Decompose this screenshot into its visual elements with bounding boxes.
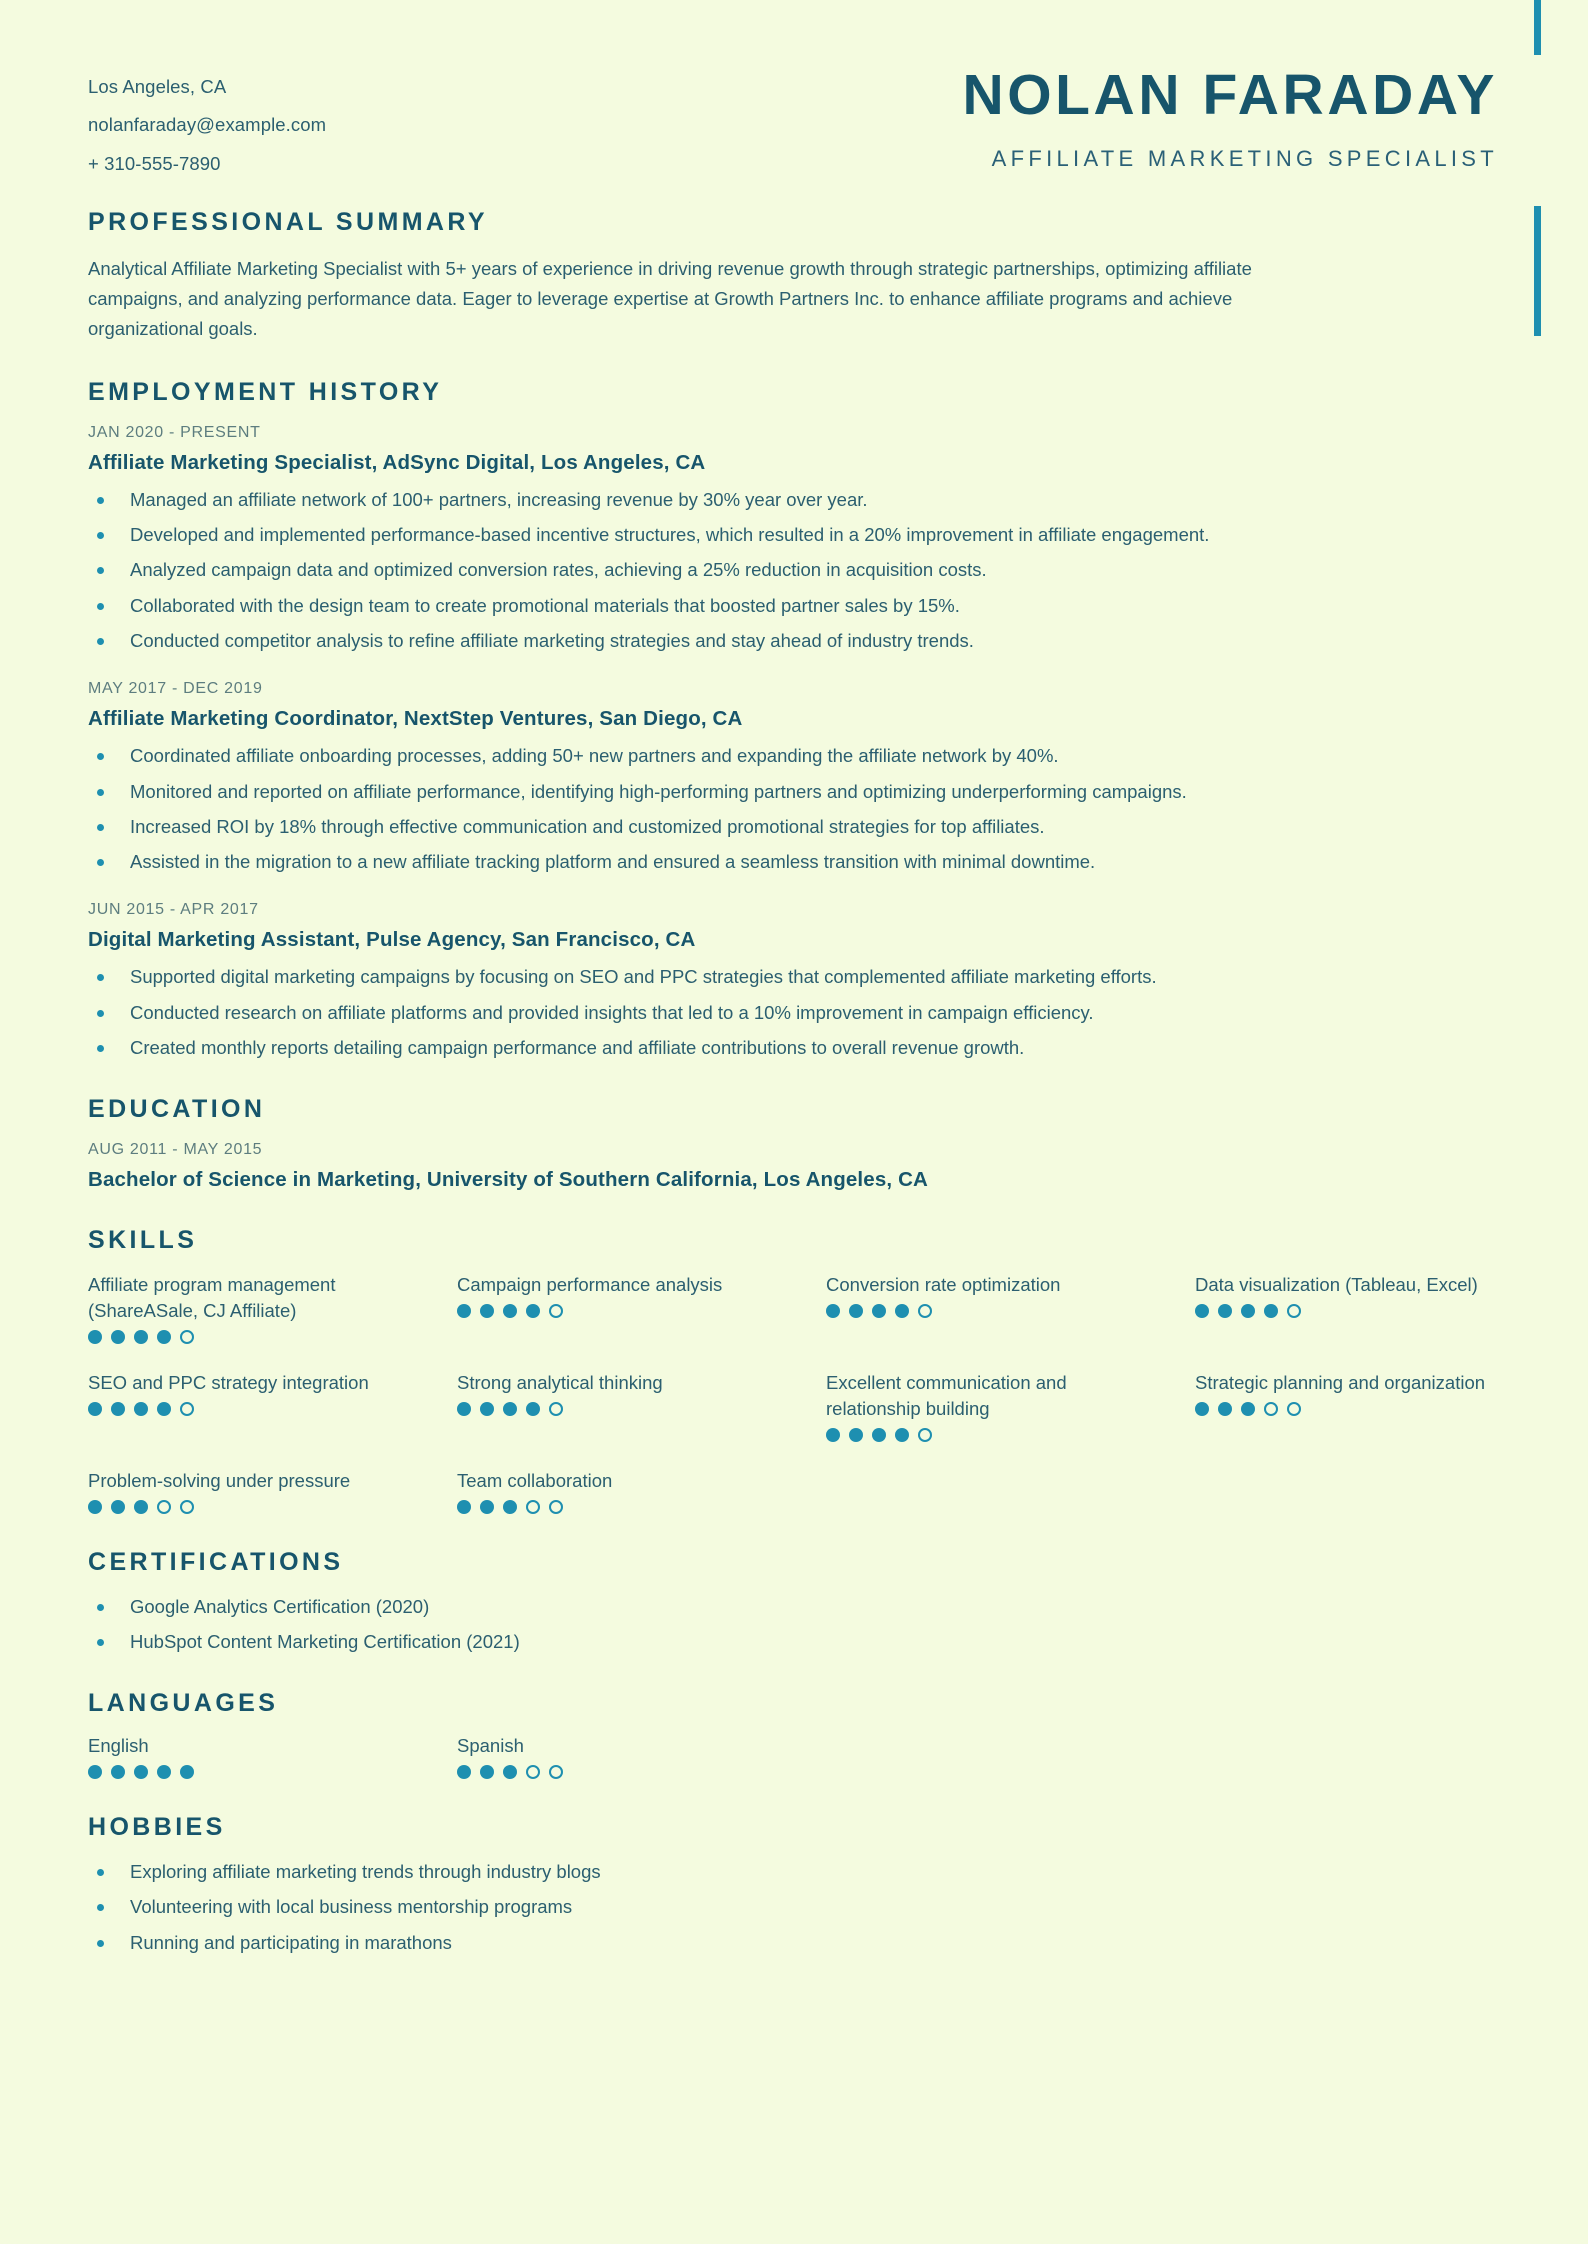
rating-dot-filled: [157, 1330, 171, 1344]
rating-dot-filled: [111, 1330, 125, 1344]
language-label: English: [88, 1735, 149, 1757]
rating-dot-filled: [526, 1304, 540, 1318]
section-certifications: [88, 1548, 1528, 1656]
rating-dot-filled: [526, 1402, 540, 1416]
skill-item: [826, 1370, 1159, 1442]
rating-dot-filled: [457, 1500, 471, 1514]
rating-dot-empty: [918, 1304, 932, 1318]
skill-item: [88, 1272, 421, 1344]
section-title-hobbies: HOBBIES: [88, 1813, 226, 1842]
rating-dot-filled: [134, 1500, 148, 1514]
employment-date-range: MAY 2017 - DEC 2019: [88, 680, 263, 698]
hobbies-list: [88, 1859, 1528, 1956]
employment-bullet-list: [88, 487, 1528, 654]
rating-dot-empty: [1287, 1402, 1301, 1416]
rating-dot-empty: [1287, 1304, 1301, 1318]
skill-item: [457, 1272, 790, 1318]
rating-dot-filled: [826, 1428, 840, 1442]
rating-dot-filled: [457, 1304, 471, 1318]
skill-label: Data visualization (Tableau, Excel): [1195, 1274, 1478, 1296]
rating-dot-filled: [480, 1500, 494, 1514]
skill-item: [457, 1370, 790, 1416]
rating-dot-filled: [157, 1765, 171, 1779]
section-title-summary: PROFESSIONAL SUMMARY: [88, 208, 488, 237]
language-rating-dots: [457, 1765, 790, 1779]
skill-label: Team collaboration: [457, 1469, 613, 1491]
education-title: Bachelor of Science in Marketing, University of Southern California, Los Angeles, CA: [88, 1168, 928, 1192]
rating-dot-filled: [88, 1330, 102, 1344]
section-hobbies: [88, 1813, 1528, 1956]
rating-dot-filled: [1241, 1304, 1255, 1318]
skill-rating-dots: [1195, 1304, 1528, 1318]
certification-item: Google Analytics Certification (2020): [88, 1594, 1528, 1620]
skills-grid: [88, 1272, 1528, 1513]
rating-dot-empty: [180, 1402, 194, 1416]
rating-dot-filled: [457, 1402, 471, 1416]
rating-dot-empty: [180, 1500, 194, 1514]
employment-date-range: JAN 2020 - PRESENT: [88, 423, 261, 441]
skill-item: [88, 1468, 421, 1514]
rating-dot-filled: [457, 1765, 471, 1779]
rating-dot-filled: [503, 1304, 517, 1318]
section-title-certifications: CERTIFICATIONS: [88, 1547, 344, 1576]
rating-dot-filled: [503, 1402, 517, 1416]
rating-dot-filled: [895, 1428, 909, 1442]
skill-label: Conversion rate optimization: [826, 1274, 1061, 1296]
rating-dot-filled: [872, 1428, 886, 1442]
skill-rating-dots: [826, 1428, 1159, 1442]
rating-dot-filled: [134, 1765, 148, 1779]
candidate-job-title: AFFILIATE MARKETING SPECIALIST: [991, 146, 1498, 171]
skill-rating-dots: [88, 1330, 421, 1344]
skill-item: [1195, 1370, 1528, 1416]
section-skills: [88, 1226, 1528, 1513]
skill-label: Strategic planning and organization: [1195, 1371, 1486, 1393]
rating-dot-filled: [503, 1500, 517, 1514]
rating-dot-filled: [826, 1304, 840, 1318]
skill-item: [1195, 1272, 1528, 1318]
skill-label: Problem-solving under pressure: [88, 1469, 351, 1491]
skill-label: Strong analytical thinking: [457, 1371, 663, 1393]
language-item: [88, 1735, 421, 1779]
section-title-skills: SKILLS: [88, 1226, 198, 1255]
contact-email: nolanfaraday@example.com: [88, 114, 327, 136]
rating-dot-filled: [111, 1500, 125, 1514]
skill-item: [826, 1272, 1159, 1318]
rating-dot-filled: [134, 1402, 148, 1416]
rating-dot-filled: [1195, 1304, 1209, 1318]
hobby-item: Volunteering with local business mentorship programs: [88, 1894, 1528, 1920]
rating-dot-filled: [88, 1765, 102, 1779]
employment-list: [88, 424, 1528, 1061]
employment-entry: [88, 901, 1528, 1061]
employment-bullet: Collaborated with the design team to create promotional materials that boosted partner sales by 15%.: [88, 593, 1528, 619]
contact-block: [88, 63, 326, 174]
rating-dot-empty: [180, 1330, 194, 1344]
employment-bullet: Developed and implemented performance-based incentive structures, which resulted in a 20% improvement in affiliate engagement.: [88, 522, 1528, 548]
section-education: [88, 1095, 1528, 1192]
rating-dot-empty: [549, 1500, 563, 1514]
rating-dot-filled: [180, 1765, 194, 1779]
skill-rating-dots: [88, 1402, 421, 1416]
employment-date-range: JUN 2015 - APR 2017: [88, 901, 259, 919]
rating-dot-filled: [895, 1304, 909, 1318]
certification-item: HubSpot Content Marketing Certification (2021): [88, 1629, 1528, 1655]
skill-item: [88, 1370, 421, 1416]
employment-title: Affiliate Marketing Specialist, AdSync Digital, Los Angeles, CA: [88, 450, 706, 474]
skill-rating-dots: [457, 1500, 790, 1514]
employment-bullet: Monitored and reported on affiliate performance, identifying high-performing partners and optimizing underperforming campaigns.: [88, 779, 1528, 805]
languages-grid: [88, 1735, 1528, 1779]
rating-dot-filled: [157, 1402, 171, 1416]
education-list: [88, 1141, 1528, 1192]
skill-label: SEO and PPC strategy integration: [88, 1371, 369, 1393]
skill-rating-dots: [457, 1304, 790, 1318]
language-rating-dots: [88, 1765, 421, 1779]
summary-paragraph: Analytical Affiliate Marketing Specialist with 5+ years of experience in driving revenue growth through strategic partnerships, optimizing affiliate campaigns, and analyzing performance data. Eager to leverage expertise at Growth Partners Inc. to enhance affiliate programs and achieve organizational goals.: [88, 258, 1252, 339]
rating-dot-empty: [1264, 1402, 1278, 1416]
rating-dot-filled: [1241, 1402, 1255, 1416]
rating-dot-filled: [503, 1765, 517, 1779]
employment-title: Affiliate Marketing Coordinator, NextStep Ventures, San Diego, CA: [88, 707, 743, 731]
education-date-range: AUG 2011 - MAY 2015: [88, 1141, 263, 1159]
skill-rating-dots: [88, 1500, 421, 1514]
employment-bullet: Coordinated affiliate onboarding processes, adding 50+ new partners and expanding the affiliate network by 40%.: [88, 743, 1528, 769]
employment-bullet: Managed an affiliate network of 100+ partners, increasing revenue by 30% year over year.: [88, 487, 1528, 513]
rating-dot-filled: [1195, 1402, 1209, 1416]
rating-dot-filled: [111, 1402, 125, 1416]
contact-phone: + 310-555-7890: [88, 152, 221, 174]
rating-dot-filled: [88, 1402, 102, 1416]
contact-location: Los Angeles, CA: [88, 76, 227, 97]
rating-dot-empty: [549, 1304, 563, 1318]
employment-bullet: Supported digital marketing campaigns by focusing on SEO and PPC strategies that complemented affiliate marketing efforts.: [88, 964, 1528, 990]
rating-dot-empty: [526, 1765, 540, 1779]
section-languages: [88, 1689, 1528, 1779]
certifications-list: [88, 1594, 1528, 1656]
skill-item: [457, 1468, 790, 1514]
rating-dot-filled: [134, 1330, 148, 1344]
rating-dot-filled: [88, 1500, 102, 1514]
rating-dot-empty: [918, 1428, 932, 1442]
employment-bullet: Conducted research on affiliate platforms and provided insights that led to a 10% improvement in campaign efficiency.: [88, 1000, 1528, 1026]
section-title-employment: EMPLOYMENT HISTORY: [88, 377, 443, 406]
employment-bullet: Conducted competitor analysis to refine affiliate marketing strategies and stay ahead of industry trends.: [88, 628, 1528, 654]
section-employment-history: [88, 378, 1528, 1061]
section-professional-summary: [88, 208, 1528, 344]
education-entry: [88, 1141, 1528, 1192]
rating-dot-filled: [111, 1765, 125, 1779]
candidate-name: NOLAN FARADAY: [962, 63, 1498, 127]
skill-rating-dots: [457, 1402, 790, 1416]
hobby-item: Exploring affiliate marketing trends through industry blogs: [88, 1859, 1528, 1885]
rating-dot-filled: [1218, 1304, 1232, 1318]
rating-dot-filled: [872, 1304, 886, 1318]
language-label: Spanish: [457, 1735, 524, 1757]
rating-dot-empty: [549, 1402, 563, 1416]
rating-dot-empty: [157, 1500, 171, 1514]
skill-rating-dots: [826, 1304, 1159, 1318]
employment-bullet: Increased ROI by 18% through effective communication and customized promotional strategies for top affiliates.: [88, 814, 1528, 840]
skill-label: Campaign performance analysis: [457, 1274, 723, 1296]
skill-label: Excellent communication and relationship building: [826, 1371, 1067, 1419]
employment-bullet: Analyzed campaign data and optimized conversion rates, achieving a 25% reduction in acquisition costs.: [88, 557, 1528, 583]
rating-dot-filled: [1218, 1402, 1232, 1416]
rating-dot-filled: [480, 1765, 494, 1779]
employment-title: Digital Marketing Assistant, Pulse Agency, San Francisco, CA: [88, 928, 696, 952]
employment-entry: [88, 424, 1528, 654]
language-item: [457, 1735, 790, 1779]
employment-bullet-list: [88, 743, 1528, 875]
employment-bullet: Created monthly reports detailing campaign performance and affiliate contributions to overall revenue growth.: [88, 1035, 1528, 1061]
employment-entry: [88, 680, 1528, 875]
rating-dot-filled: [480, 1304, 494, 1318]
section-title-education: EDUCATION: [88, 1095, 266, 1124]
skill-label: Affiliate program management (ShareASale, CJ Affiliate): [88, 1274, 336, 1322]
rating-dot-empty: [549, 1765, 563, 1779]
employment-bullet-list: [88, 964, 1528, 1061]
rating-dot-filled: [480, 1402, 494, 1416]
section-title-languages: LANGUAGES: [88, 1689, 279, 1718]
rating-dot-filled: [1264, 1304, 1278, 1318]
name-block: [962, 63, 1528, 172]
employment-bullet: Assisted in the migration to a new affiliate tracking platform and ensured a seamless transition with minimal downtime.: [88, 849, 1528, 875]
rating-dot-filled: [849, 1428, 863, 1442]
rating-dot-filled: [849, 1304, 863, 1318]
hobby-item: Running and participating in marathons: [88, 1930, 1528, 1956]
skill-rating-dots: [1195, 1402, 1528, 1416]
rating-dot-empty: [526, 1500, 540, 1514]
resume-header: [88, 0, 1528, 174]
